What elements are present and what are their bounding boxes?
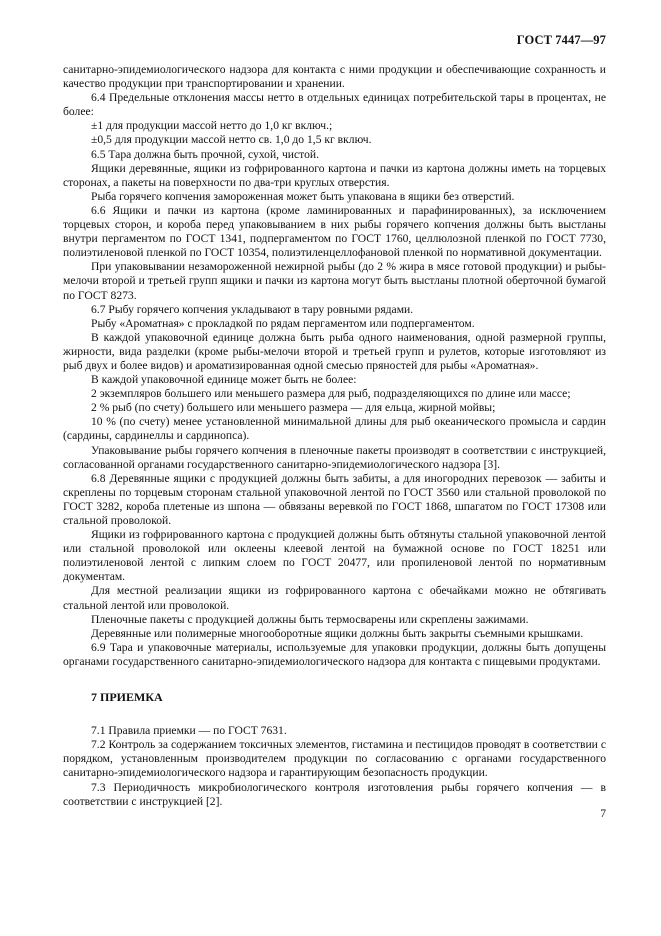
paragraph: 10 % (по счету) менее установленной минимальной длины для рыб океанического промысла и сардин (сардины, сардинеллы и сардинопса). — [63, 415, 606, 443]
paragraph: Упаковывание рыбы горячего копчения в пленочные пакеты производят в соответствии с инструкцией, согласованной органами государственного санитарно-эпидемиологического надзора [3]. — [63, 443, 606, 471]
paragraph: Ящики из гофрированного картона с продукцией должны быть обтянуты стальной упаковочной лентой или стальной проволокой или оклеены клеевой лентой на бумажной основе по ГОСТ 18251 или полиэтиленовой лентой с липким слоем по ГОСТ 20477, или пропиленовой лентой по нормативным документам. — [63, 528, 606, 584]
paragraph: В каждой упаковочной единице может быть не более: — [91, 373, 357, 387]
paragraph: Ящики деревянные, ящики из гофрированного картона и пачки из картона должны иметь на торцевых сторонах, а пакеты на поверхности по два-три круглых отверстия. — [63, 161, 606, 189]
paragraph: 6.4 Предельные отклонения массы нетто в отдельных единицах потребительской тары в процентах, не более: — [63, 91, 606, 119]
paragraph: 6.5 Тара должна быть прочной, сухой, чистой. — [91, 147, 319, 161]
paragraph: 6.9 Тара и упаковочные материалы, используемые для упаковки продукции, должны быть допущены органами государственного санитарно-эпидемиологического надзора для контакта с пищевыми продуктами. — [63, 640, 606, 668]
document-body — [63, 63, 606, 809]
paragraph: 6.7 Рыбу горячего копчения укладывают в тару ровными рядами. — [91, 302, 414, 316]
paragraph: При упаковывании незамороженной нежирной рыбы (до 2 % жира в мясе готовой продукции) и рыбы-мелочи второй и третьей групп ящики и пачки из картона могут быть выстланы плотной оберточной бумагой по ГОСТ 8273. — [63, 260, 606, 302]
paragraph: ±0,5 для продукции массой нетто св. 1,0 до 1,5 кг включ. — [91, 133, 372, 147]
paragraph: 6.6 Ящики и пачки из картона (кроме ламинированных и парафинированных), за исключением торцевых сторон, и короба перед упаковыванием в них рыбы горячего копчения должны быть выстланы внутри пергаментом по ГОСТ 1341, подпергаментом по ГОСТ 1760, целлюлозной пленкой по ГОСТ 7730, полиэтиленовой пленкой по ГОСТ 10354, полиэтиленцеллофановой пленкой по нормативной документации. — [63, 203, 606, 260]
paragraph: 6.8 Деревянные ящики с продукцией должны быть забиты, а для иногородних перевозок — забиты и скреплены по торцевым сторонам стальной упаковочной лентой по ГОСТ 3560 или стальной проволокой по ГОСТ 3282, короба плетеные из шпона — обвязаны веревкой по ГОСТ 1868, шпагатом по ГОСТ 17308 или стальной проволокой. — [63, 471, 606, 527]
paragraph: 7.1 Правила приемки — по ГОСТ 7631. — [91, 724, 287, 738]
paragraph: санитарно-эпидемиологического надзора для контакта с ними продукции и обеспечивающие сохранность и качество продукции при транспортировании и хранении. — [63, 63, 606, 91]
paragraph: Рыбу «Ароматная» с прокладкой по рядам пергаментом или подпергаментом. — [91, 316, 475, 330]
page-number: 7 — [600, 807, 606, 820]
section-7-title: 7 ПРИЕМКА — [91, 690, 163, 705]
paragraph: 7.2 Контроль за содержанием токсичных элементов, гистамина и пестицидов проводят в соответствии с порядком, установленным производителем продукции по согласованию с органами государственного санитарно-эпидемиологического надзора и гарантирующим безопасность продукции. — [63, 738, 606, 780]
paragraph: 2 % рыб (по счету) большего или меньшего размера — для ельца, жирной мойвы; — [91, 401, 496, 415]
section-6-continuation — [63, 63, 606, 669]
paragraph: Для местной реализации ящики из гофрированного картона с обечайками можно не обтягивать стальной лентой или проволокой. — [63, 584, 606, 612]
document-code-header: ГОСТ 7447—97 — [516, 33, 606, 47]
paragraph: В каждой упаковочной единице должна быть рыба одного наименования, одной размерной группы, жирности, вида разделки (кроме рыбы-мелочи второй и третьей групп и рулетов, которые изготовляют из рыб двух и более видов) и ароматизированная одной смесью пряностей для рыбы «Ароматная». — [63, 330, 606, 372]
paragraph: Деревянные или полимерные многооборотные ящики должны быть закрыты съемными крышками. — [91, 626, 584, 640]
paragraph: 2 экземпляров большего или меньшего размера для рыб, подразделяющихся по длине или массе; — [91, 387, 571, 401]
paragraph: Пленочные пакеты с продукцией должны быть термосварены или скреплены зажимами. — [91, 612, 529, 626]
section-7-body — [63, 724, 606, 809]
paragraph: ±1 для продукции массой нетто до 1,0 кг включ.; — [91, 119, 333, 133]
paragraph: 7.3 Периодичность микробиологического контроля изготовления рыбы горячего копчения — в соответствии с инструкцией [2]. — [63, 780, 606, 808]
paragraph: Рыба горячего копчения замороженная может быть упакована в ящики без отверстий. — [91, 189, 515, 203]
